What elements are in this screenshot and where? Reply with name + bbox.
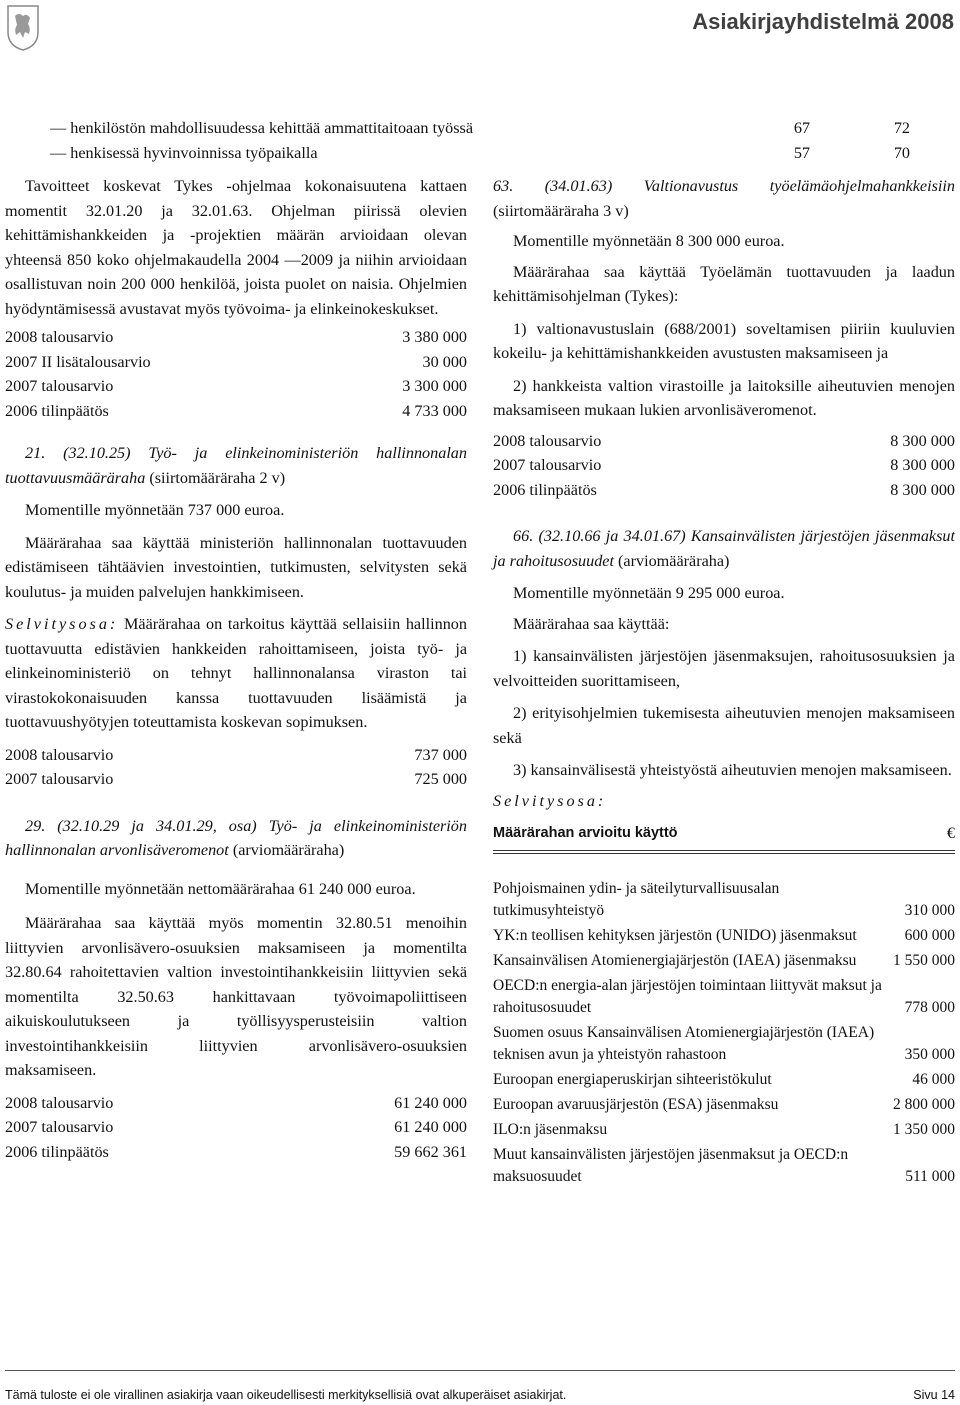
right-column	[493, 174, 955, 1191]
section-heading: 66. (32.10.66 ja 34.01.67) Kansainvälisten järjestöjen jäsenmaksut ja rahoitusosuudet (arviomääräraha)	[493, 527, 955, 570]
paragraph: Selvitysosa: Määrärahaa on tarkoitus käyttää sellaisiin hallinnon tuottavuutta edistävien hankkeiden rahoittamiseen, joista työ- ja elinkeinoministeriö on tehnyt hallinnonalansa viraston tai virastokokonaisuuden kanssa tuottavuuden lisäämistä ja tuottavuushyötyjen toteuttamista koskevan sopimuksen.	[5, 615, 467, 731]
paragraph: Momentille myönnetään nettomäärärahaa 61 240 000 euroa.	[25, 879, 416, 898]
budget-table	[5, 743, 467, 792]
paragraph: Momentille myönnetään 9 295 000 euroa.	[513, 584, 785, 602]
usage-table	[493, 878, 955, 1188]
footer-divider	[5, 1370, 955, 1371]
budget-table	[5, 325, 467, 423]
table-row: YK:n teollisen kehityksen järjestön (UNIDO) jäsenmaksut 600 000	[493, 926, 955, 944]
section-heading: 63. (34.01.63) Valtionavustus työelämäohjelmahankkeisiin (siirtomääräraha 3 v)	[493, 177, 955, 220]
section-label: Selvitysosa:	[493, 791, 607, 810]
budget-row: 2007 talousarvio 8 300 000	[493, 456, 955, 474]
paragraph: Määrärahaa saa käyttää ministeriön hallinnonalan tuottavuuden edistämiseen tähtäävien investointien, tutkimusten, selvitysten sekä koulutus- ja muiden palvelujen hankkimiseen.	[5, 533, 467, 601]
paragraph: Määrärahaa saa käyttää:	[513, 614, 670, 633]
section-heading: 29. (32.10.29 ja 34.01.29, osa) Työ- ja elinkeinoministeriön hallinnonalan arvonlisäveromenot (arviomääräraha)	[5, 816, 467, 859]
budget-row: 2007 talousarvio 3 300 000	[5, 377, 467, 395]
page-number: Sivu 14	[913, 1388, 955, 1402]
table-header: Määrärahan arvioitu käyttö €	[493, 821, 955, 851]
paragraph: Momentille myönnetään 8 300 000 euroa.	[513, 232, 785, 250]
budget-row: 2006 tilinpäätös 4 733 000	[5, 401, 467, 420]
paragraph: 1) valtionavustuslain (688/2001) soveltamisen piiriin kuuluvien kokeilu- ja kehittämishankkeiden avustusten maksamiseen ja	[493, 319, 955, 362]
paragraph: Määrärahaa saa käyttää Työelämän tuottavuuden ja laadun kehittämisohjelman (Tykes):	[493, 262, 955, 305]
budget-row: 2008 talousarvio 8 300 000	[493, 431, 955, 450]
paragraph: 3) kansainvälisestä yhteistyöstä aiheutuvien menojen maksamiseen.	[513, 761, 952, 779]
paragraph: 2) hankkeista valtion virastoille ja laitoksille aiheutuvien menojen maksamiseen mukaan lukien arvonlisäveromenot.	[493, 376, 955, 419]
budget-row: 2006 tilinpäätös 59 662 361	[5, 1142, 467, 1161]
top-indicator-rows	[50, 116, 910, 165]
table-row: Kansainvälisen Atomienergiajärjestön (IAEA) jäsenmaksu 1 550 000	[493, 951, 955, 969]
paragraph: 1) kansainvälisten järjestöjen jäsenmaksujen, rahoitusosuuksien ja velvoitteiden suorittamiseen,	[493, 647, 955, 690]
table-row: Euroopan avaruusjärjestön (ESA) jäsenmaksu 2 800 000	[493, 1095, 955, 1113]
paragraph: Määrärahaa saa käyttää myös momentin 32.80.51 menoihin liittyvien arvonlisävero-osuuksien maksamiseen ja momentilta 32.80.64 rahoitettavien valtion investointihankkeisiin liittyvien sekä momentilta 32.50.63 hankittavaan työvoimapoliittiseen aikuiskoulutukseen ja työllisyysperusteisiin valtion investointihankkeisiin liittyvien arvonlisävero-osuuksien maksamiseen.	[5, 914, 467, 1079]
paragraph: 2) erityisohjelmien tukemisesta aiheutuvien menojen maksamiseen sekä	[493, 704, 955, 747]
table-row: Suomen osuus Kansainvälisen Atomienergiajärjestön (IAEA) teknisen avun ja yhteistyön rahastoon 350 000	[493, 1023, 955, 1063]
budget-row: 2007 talousarvio 725 000	[5, 770, 467, 788]
table-row: Euroopan energiaperuskirjan sihteeristökulut 46 000	[493, 1070, 955, 1088]
indicator-row: — henkilöstön mahdollisuudessa kehittää ammattitaitoaan työssä 67 72	[50, 119, 910, 137]
section-heading: 21. (32.10.25) Työ- ja elinkeinoministeriön hallinnonalan tuottavuusmääräraha (siirtomääräraha 2 v)	[5, 444, 467, 487]
table-row: Muut kansainvälisten järjestöjen jäsenmaksut ja OECD:n maksuosuudet 511 000	[493, 1145, 955, 1185]
left-column	[5, 174, 467, 1164]
budget-row: 2007 talousarvio 61 240 000	[5, 1118, 467, 1136]
indicator-row: — henkisessä hyvinvoinnissa työpaikalla 57 70	[50, 143, 910, 162]
table-rule	[493, 853, 955, 854]
footer-disclaimer: Tämä tuloste ei ole virallinen asiakirja vaan oikeudellisesti merkityksellisiä ovat alkuperäiset asiakirjat.	[5, 1388, 567, 1402]
budget-row: 2008 talousarvio 61 240 000	[5, 1093, 467, 1112]
paragraph: Momentille myönnetään 737 000 euroa.	[25, 501, 285, 519]
paragraph: Tavoitteet koskevat Tykes -ohjelmaa kokonaisuutena kattaen momentit 32.01.20 ja 32.01.63. Ohjelman piirissä olevien kehittämishankkeiden ja -projektien määrän arvioidaan olevan yhteensä 850 koko ohjelmakaudella 2004 —2009 ja niihin arvioidaan osallistuvan noin 200 000 henkilöä, joista puolet on naisia. Ohjelmien hyödyntämisessä avustavat myös työvoima- ja elinkeinokeskukset.	[5, 177, 467, 318]
budget-row: 2008 talousarvio 3 380 000	[5, 328, 467, 346]
budget-row: 2008 talousarvio 737 000	[5, 745, 467, 764]
budget-table	[5, 1091, 467, 1165]
document-title: Asiakirjayhdistelmä 2008	[692, 9, 954, 34]
table-row: Pohjoismainen ydin- ja säteilyturvallisuusalan tutkimusyhteistyö 310 000	[493, 879, 955, 919]
coat-of-arms-icon	[6, 4, 40, 52]
budget-table	[493, 429, 955, 503]
budget-row: 2006 tilinpäätös 8 300 000	[493, 480, 955, 499]
page-footer	[5, 1388, 955, 1402]
table-row: ILO:n jäsenmaksu 1 350 000	[493, 1120, 955, 1138]
budget-row: 2007 II lisätalousarvio 30 000	[5, 352, 467, 371]
table-row: OECD:n energia-alan järjestöjen toimintaan liittyvät maksut ja rahoitusosuudet 778 000	[493, 976, 955, 1016]
